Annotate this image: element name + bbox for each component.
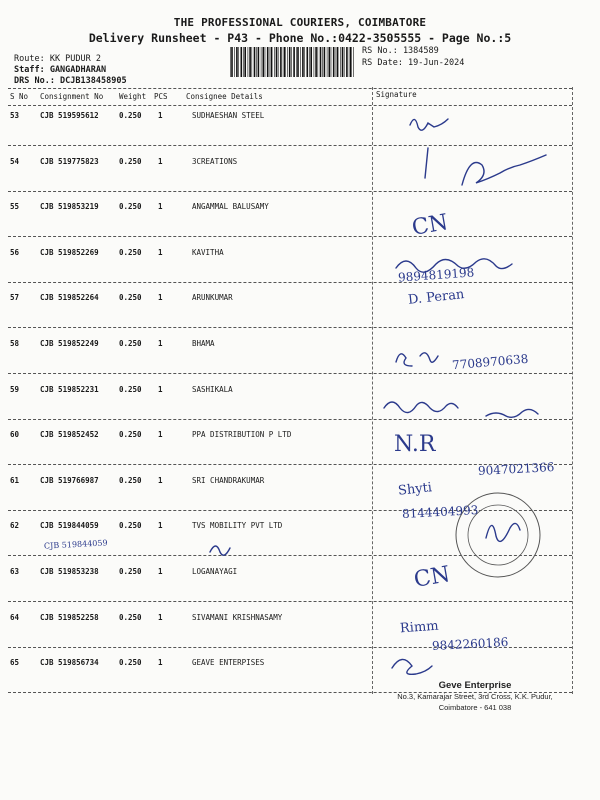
handwritten-name-61: Shyti bbox=[397, 480, 433, 499]
row-consignment-no: CJB 519852249 bbox=[40, 339, 99, 348]
row-pcs: 1 bbox=[158, 658, 163, 667]
handwritten-name-57: D. Peran bbox=[407, 287, 466, 308]
route-label: Route: KK PUDUR 2 bbox=[14, 54, 101, 64]
handwritten-consignment-note: CJB 519844059 bbox=[43, 538, 108, 551]
signature-53-mark bbox=[410, 119, 448, 130]
handwritten-phone-64: 9842260186 bbox=[431, 635, 509, 653]
row-consignee: BHAMA bbox=[192, 339, 215, 348]
row-pcs: 1 bbox=[158, 613, 163, 622]
rs-number: RS No.: 1384589 bbox=[362, 46, 439, 56]
row-pcs: 1 bbox=[158, 202, 163, 211]
page-title: THE PROFESSIONAL COURIERS, COIMBATORE bbox=[173, 16, 427, 29]
signature-58-mark bbox=[396, 353, 438, 366]
drs-label: DRS No.: DCJB138458905 bbox=[14, 76, 127, 86]
row-weight: 0.250 bbox=[119, 613, 142, 622]
row-pcs: 1 bbox=[158, 430, 163, 439]
row-weight: 0.250 bbox=[119, 293, 142, 302]
handwritten-cn-63: CN bbox=[412, 562, 452, 593]
handwritten-phone-56: 9894819198 bbox=[397, 265, 475, 285]
row-consignee: KAVITHA bbox=[192, 248, 224, 257]
col-header-weight: Weight bbox=[119, 92, 147, 101]
row-weight: 0.250 bbox=[119, 202, 142, 211]
row-consignee: PPA DISTRIBUTION P LTD bbox=[192, 430, 292, 439]
row-weight: 0.250 bbox=[119, 111, 142, 120]
signature-65-mark bbox=[392, 659, 432, 674]
page-subtitle: Delivery Runsheet - P43 - Phone No.:0422-3505555 - Page No.:5 bbox=[88, 31, 512, 45]
row-sno: 59 bbox=[10, 385, 20, 394]
col-header-sno: S No bbox=[10, 92, 29, 101]
row-consignment-no: CJB 519852269 bbox=[40, 248, 99, 257]
row-sno: 56 bbox=[10, 248, 20, 257]
row-weight: 0.250 bbox=[119, 567, 142, 576]
row-consignment-no: CJB 519853219 bbox=[40, 202, 99, 211]
row-consignment-no: CJB 519766987 bbox=[40, 476, 99, 485]
row-sno: 60 bbox=[10, 430, 20, 439]
handwritten-phone-58: 7708970638 bbox=[451, 351, 529, 373]
col-header-pcs: PCS bbox=[154, 92, 168, 101]
row-weight: 0.250 bbox=[119, 248, 142, 257]
stamp-name: Geve Enterprise bbox=[438, 680, 512, 691]
row-sno: 61 bbox=[10, 476, 20, 485]
row-consignee: SUDHAESHAN STEEL bbox=[192, 111, 265, 120]
col-header-consignment: Consignment No bbox=[40, 92, 104, 101]
row-consignee: SIVAMANI KRISHNASAMY bbox=[192, 613, 283, 622]
rs-date: RS Date: 19-Jun-2024 bbox=[362, 58, 465, 68]
staff-label: Staff: GANGADHARAN bbox=[14, 65, 107, 75]
row-consignment-no: CJB 519853238 bbox=[40, 567, 99, 576]
row-sno: 58 bbox=[10, 339, 20, 348]
row-consignee: ANGAMMAL BALUSAMY bbox=[192, 202, 269, 211]
row-pcs: 1 bbox=[158, 111, 163, 120]
row-weight: 0.250 bbox=[119, 658, 142, 667]
handwritten-name-60: N.R bbox=[394, 432, 436, 457]
handwritten-phone-61: 8144404993 bbox=[401, 503, 479, 521]
row-consignee: SRI CHANDRAKUMAR bbox=[192, 476, 265, 485]
stamp-address-line-1: No.3, Kamarajar Street, 3rd Cross, K.K. Pudur, bbox=[397, 692, 553, 701]
signature-62-mark bbox=[210, 523, 520, 555]
signature-59-mark bbox=[384, 402, 538, 417]
row-sno: 55 bbox=[10, 202, 20, 211]
row-consignment-no: CJB 519856734 bbox=[40, 658, 99, 667]
row-sno: 54 bbox=[10, 157, 20, 166]
row-consignee: ARUNKUMAR bbox=[192, 293, 233, 302]
row-sno: 57 bbox=[10, 293, 20, 302]
row-consignment-no: CJB 519844059 bbox=[40, 521, 99, 530]
row-consignment-no: CJB 519852452 bbox=[40, 430, 99, 439]
row-consignee: GEAVE ENTERPISES bbox=[192, 658, 265, 667]
row-weight: 0.250 bbox=[119, 521, 142, 530]
row-consignment-no: CJB 519852231 bbox=[40, 385, 99, 394]
row-sno: 53 bbox=[10, 111, 20, 120]
row-pcs: 1 bbox=[158, 339, 163, 348]
row-consignment-no: CJB 519775823 bbox=[40, 157, 99, 166]
row-weight: 0.250 bbox=[119, 339, 142, 348]
stamp-address-line-2: Coimbatore - 641 038 bbox=[438, 703, 512, 712]
row-pcs: 1 bbox=[158, 293, 163, 302]
row-consignment-no: CJB 519595612 bbox=[40, 111, 99, 120]
row-weight: 0.250 bbox=[119, 430, 142, 439]
row-pcs: 1 bbox=[158, 248, 163, 257]
row-consignment-no: CJB 519852264 bbox=[40, 293, 99, 302]
handwritten-cn-55: CN bbox=[410, 210, 450, 241]
row-sno: 62 bbox=[10, 521, 20, 530]
row-consignee: LOGANAYAGI bbox=[192, 567, 238, 576]
row-weight: 0.250 bbox=[119, 476, 142, 485]
row-consignee: TVS MOBILITY PVT LTD bbox=[192, 521, 283, 530]
handwritten-phone-60: 9047021366 bbox=[477, 460, 555, 478]
col-header-consignee: Consignee Details bbox=[186, 92, 263, 101]
col-header-signature: Signature bbox=[376, 90, 417, 99]
row-sno: 65 bbox=[10, 658, 20, 667]
row-consignee: SASHIKALA bbox=[192, 385, 233, 394]
row-weight: 0.250 bbox=[119, 385, 142, 394]
handwritten-name-64: Rimm bbox=[399, 618, 440, 637]
row-pcs: 1 bbox=[158, 521, 163, 530]
row-sno: 63 bbox=[10, 567, 20, 576]
row-pcs: 1 bbox=[158, 385, 163, 394]
company-stamp bbox=[380, 680, 570, 713]
row-consignment-no: CJB 519852258 bbox=[40, 613, 99, 622]
signature-54-mark bbox=[425, 148, 546, 185]
row-pcs: 1 bbox=[158, 157, 163, 166]
row-pcs: 1 bbox=[158, 567, 163, 576]
row-pcs: 1 bbox=[158, 476, 163, 485]
row-weight: 0.250 bbox=[119, 157, 142, 166]
row-sno: 64 bbox=[10, 613, 20, 622]
row-consignee: 3CREATIONS bbox=[192, 157, 238, 166]
